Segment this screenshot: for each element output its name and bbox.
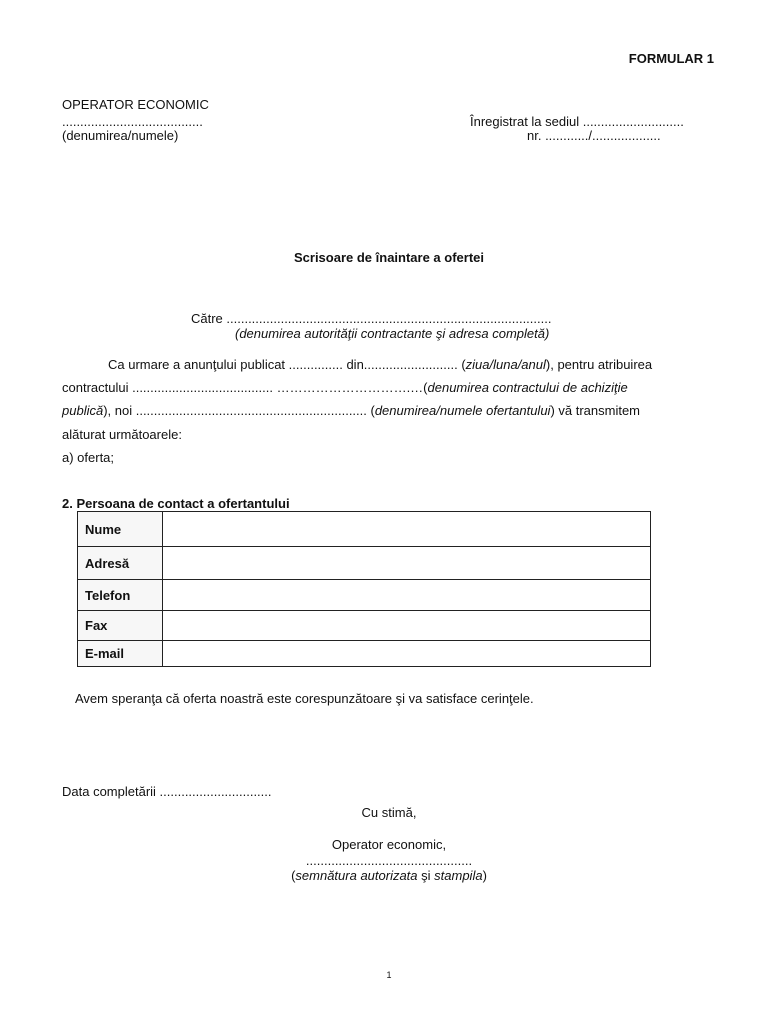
contact-value-nume[interactable] (163, 512, 651, 547)
table-row (78, 611, 651, 641)
signature-dots: .............................................. (305, 853, 473, 868)
form-label: FORMULAR 1 (628, 51, 714, 66)
signature-note: (semnătura autorizata şi stampila) (291, 868, 487, 883)
recipient-line: Către .......................................................................................... (191, 311, 552, 326)
contact-label-adresa: Adresă (78, 547, 163, 580)
contact-label-email: E-mail (78, 641, 163, 667)
body-line-4: alăturat următoarele: (62, 427, 182, 442)
contact-value-telefon[interactable] (163, 580, 651, 611)
contact-value-adresa[interactable] (163, 547, 651, 580)
contact-label-telefon: Telefon (78, 580, 163, 611)
regards: Cu stimă, (361, 805, 417, 820)
body-line-3: publică), noi ................................................................ (denumirea/numele ofertantului) vă transmitem (62, 403, 641, 418)
closing-sentence: Avem speranţa că oferta noastră este corespunzătoare şi va satisface cerinţele. (75, 691, 534, 706)
contact-value-email[interactable] (163, 641, 651, 667)
body-line-1: Ca urmare a anunţului publicat ............... din.......................... (ziua/luna/anul), pentru atribuirea (108, 357, 653, 372)
page-number: 1 (386, 970, 392, 980)
table-row (78, 580, 651, 611)
registration-line: Înregistrat la sediul ............................ (470, 114, 684, 129)
operator-dots: ....................................... (62, 114, 203, 129)
operator-title: OPERATOR ECONOMIC (62, 97, 209, 112)
table-row (78, 547, 651, 580)
table-row (78, 512, 651, 547)
contact-heading: 2. Persoana de contact a ofertantului (62, 496, 290, 511)
table-row (78, 641, 651, 667)
registration-number: nr. ............/................... (527, 128, 661, 143)
recipient-note: (denumirea autorităţii contractante şi adresa completă) (235, 326, 550, 341)
contact-label-fax: Fax (78, 611, 163, 641)
contact-table (77, 511, 651, 667)
contact-value-fax[interactable] (163, 611, 651, 641)
body-line-2: contractului ....................................... ………………………….…(denumirea contractului de achiziţie (62, 380, 628, 395)
operator-note: (denumirea/numele) (62, 128, 179, 143)
document-title: Scrisoare de înaintare a ofertei (293, 250, 485, 265)
date-line: Data completării ............................... (62, 784, 272, 799)
signature-title: Operator economic, (331, 837, 447, 852)
contact-label-nume: Nume (78, 512, 163, 547)
body-line-5: a) oferta; (62, 450, 115, 465)
